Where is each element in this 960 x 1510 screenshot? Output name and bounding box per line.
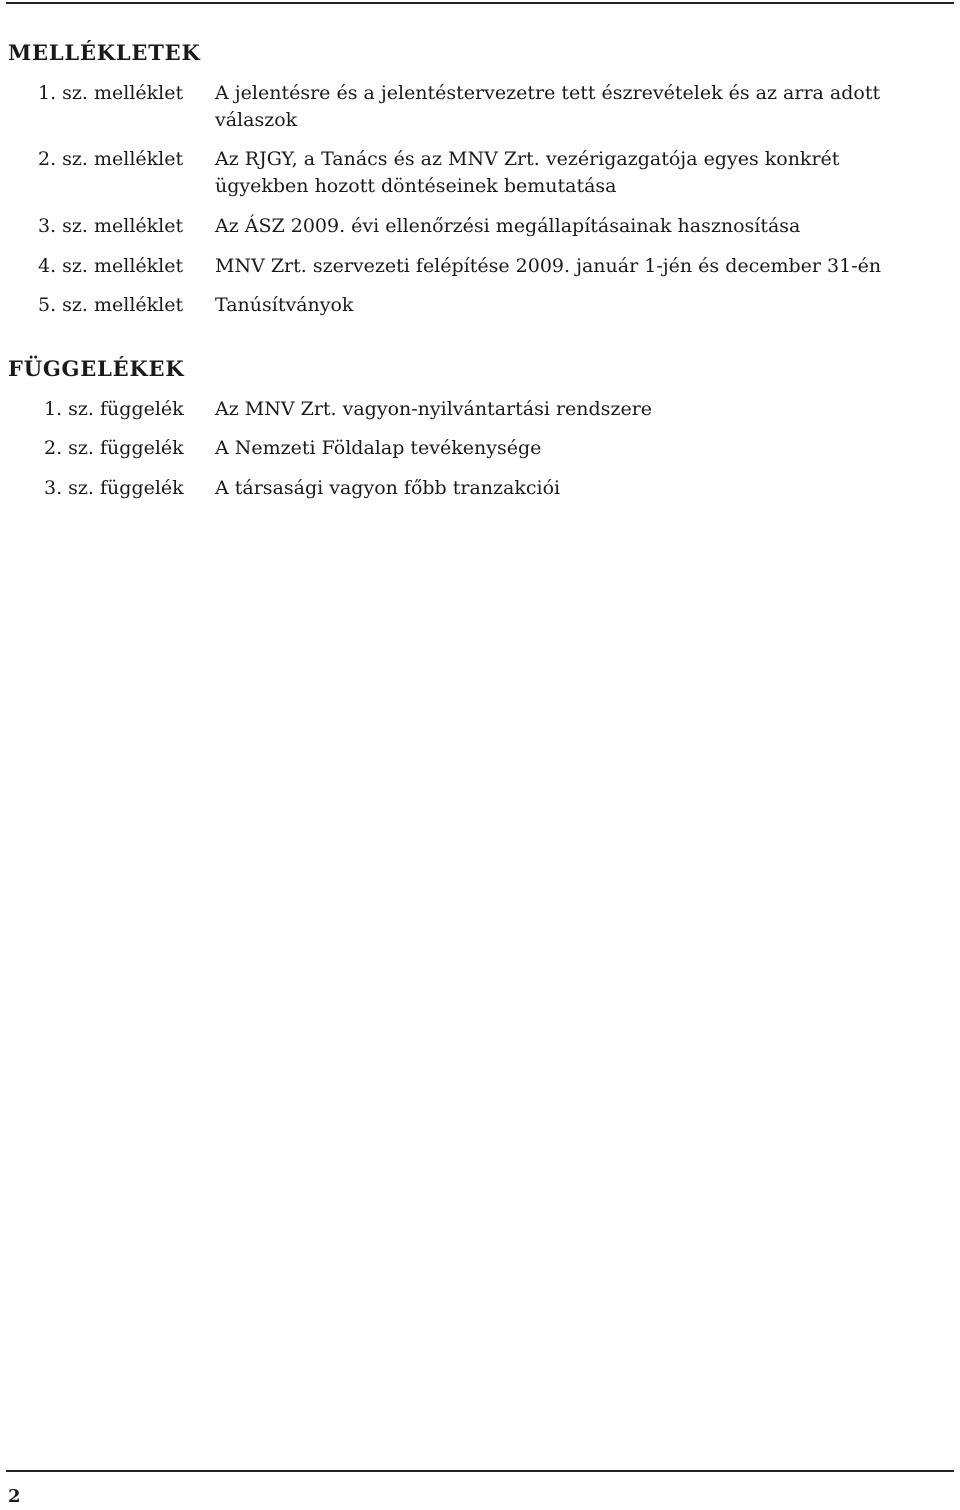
fuggelek-title: A társasági vagyon főbb tranzakciói bbox=[215, 477, 561, 499]
fuggelek-label: 3. sz. függelék bbox=[44, 477, 184, 499]
melleklet-title: Tanúsítványok bbox=[215, 294, 354, 316]
melleklet-label: 5. sz. melléklet bbox=[38, 294, 184, 316]
fuggelekek-heading: FÜGGELÉKEK bbox=[8, 356, 185, 381]
fuggelek-title: Az MNV Zrt. vagyon-nyilvántartási rendszere bbox=[215, 398, 653, 420]
top-rule bbox=[6, 2, 954, 4]
fuggelek-label: 2. sz. függelék bbox=[44, 437, 184, 459]
melleklet-title: A jelentésre és a jelentéstervezetre tett észrevételek és az arra adott válaszok bbox=[215, 82, 881, 131]
melleklet-label: 4. sz. melléklet bbox=[38, 255, 184, 277]
page-number: 2 bbox=[8, 1486, 21, 1507]
bottom-rule bbox=[6, 1470, 954, 1472]
melleklet-title: Az ÁSZ 2009. évi ellenőrzési megállapításainak hasznosítása bbox=[215, 215, 801, 237]
fuggelek-title: A Nemzeti Földalap tevékenysége bbox=[215, 437, 542, 459]
melleklet-title: Az RJGY, a Tanács és az MNV Zrt. vezérigazgatója egyes konkrét ügyekben hozott döntéseinek bemutatása bbox=[215, 148, 840, 197]
fuggelek-label: 1. sz. függelék bbox=[44, 398, 184, 420]
melleklet-label: 2. sz. melléklet bbox=[38, 148, 184, 170]
mellekletek-heading: MELLÉKLETEK bbox=[8, 40, 201, 65]
melleklet-title: MNV Zrt. szervezeti felépítése 2009. január 1-jén és december 31-én bbox=[215, 255, 882, 277]
melleklet-label: 3. sz. melléklet bbox=[38, 215, 184, 237]
melleklet-label: 1. sz. melléklet bbox=[38, 82, 184, 104]
